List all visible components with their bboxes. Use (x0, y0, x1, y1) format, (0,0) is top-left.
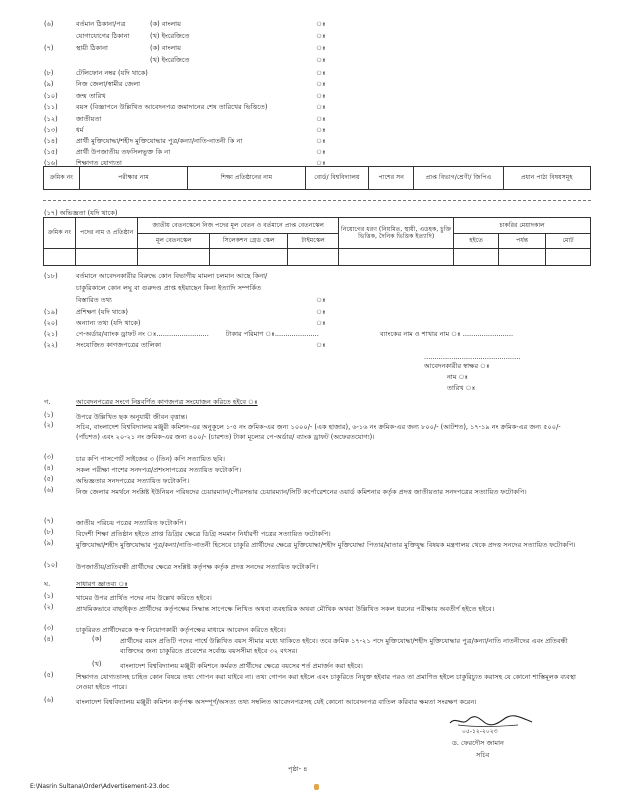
item-colon: ঃ (316, 56, 326, 64)
item-label: প্রার্থী উপজাতীয় তফসিলভুক্ত কি না (76, 148, 171, 156)
applicant-date-label: তারিখ ঃ (447, 384, 476, 392)
section-gh-item-text: শিক্ষাগত যোগ্যতাসহ চাহিত কোন বিষয়ে তথ্য গোপন করা যাইবে না। তথ্য গোপন করা হইলে এবং চাকুরিতে নিযুক্ত হইবার পরও তা প্রমাণিত হইলে চাকুরিচ্যুত করাসহ যে কোনো শাস্তিমূলক ব্যবস্থা নেওয়া হইতে পারে। (76, 673, 576, 692)
signatory-title: সচিব (476, 751, 490, 759)
item-colon: ঃ (316, 92, 326, 100)
section-gh-sub-mark: (ক) (92, 635, 102, 643)
file-path: E:\Nasrin Sultana\Order\Advertisement-23.doc (30, 783, 170, 790)
item-number: (১২) (44, 115, 58, 123)
edu-header-exam: পরীক্ষার নাম (79, 167, 187, 190)
item-label: শিক্ষাগত যোগ্যতা (76, 159, 122, 167)
exp-header-pay: জাতীয় বেতনস্কেলে নিজ পদের মূল বেতন ও বর্তমানে প্রাপ্ত বেতনস্কেল (138, 218, 339, 234)
section-g-item-number: (৯) (44, 539, 54, 547)
section-g-item-number: (৪) (44, 464, 54, 472)
section-gh-heading: সাধারণ জ্ঞাতব্য ঃ (76, 580, 128, 588)
edu-header-institution: শিক্ষা প্রতিষ্ঠানের নাম (187, 167, 305, 190)
item-label: বয়স (বিজ্ঞাপনে উল্লিখিত আবেদনপত্র জমাদানের শেষ তারিখের ভিত্তিতে) (76, 103, 268, 111)
section-gh-item-number: (৪) (44, 635, 54, 643)
dashed-divider (43, 200, 591, 201)
section-g-item-number: (৭) (44, 517, 54, 525)
item-colon: ঃ (316, 159, 326, 167)
item-number: (১৪) (44, 137, 58, 145)
section-g-item-text: জাতীয় পরিচয় পত্রের সত্যায়িত ফটোকপি। (76, 519, 187, 527)
item-number: (৬) (44, 20, 54, 28)
edu-header-board: বোর্ড/ বিশ্ববিদ্যালয় (305, 167, 368, 190)
item-22-colon: ঃ (316, 341, 326, 349)
section-gh-item-number: (২) (44, 603, 54, 611)
item-colon: ঃ (316, 126, 326, 134)
section-gh-item-text: খামের উপর প্রার্থিত পদের নাম উল্লেখ করিতে হইবে। (76, 594, 212, 602)
item-label: ধর্ম (76, 126, 84, 134)
item-colon: ঃ (316, 115, 326, 123)
item-label: জাতীয়তা (76, 115, 102, 123)
section-g-item-text: মুক্তিযোদ্ধা/শহীদ মুক্তিযোদ্ধার পুত্র/কন্যা/নাতি-নাতনী হিসেবে চাকুরি প্রার্থীদের ক্ষেত্রে মুক্তিযোদ্ধা/শহীদ মুক্তিযোদ্ধা পিতার/মাতার মুক্তিযুদ্ধ বিষয়ক মন্ত্রণালয় থেকে প্রদত্ত সনদের সত্যায়িত ফটোকপি। (76, 541, 576, 549)
item-18-number: (১৮) (44, 272, 58, 280)
item-number: (১০) (44, 92, 58, 100)
section-gh-marker: ঘ. (44, 580, 51, 588)
item-number: (১৫) (44, 148, 58, 156)
signatory-name: ড. ফেরদৌস জামান (452, 739, 504, 747)
signature-image (448, 714, 534, 728)
item-20-number: (২০) (44, 319, 58, 327)
section-gh-item-text: প্রাথমিকভাবে বাছাইকৃত প্রার্থীদের কর্তৃপক্ষের সিদ্ধান্ত সাপেক্ষে লিখিত অথবা ব্যবহারিক অথবা মৌখিক অথবা উল্লিখিত সকল ধরনের পরীক্ষায় অবতীর্ণ হইতে হইবে। (76, 605, 495, 613)
signatory-date: ০৫-১২-২০২৩ (462, 728, 498, 735)
item-21-number: (২১) (44, 330, 58, 338)
item-20-colon: ঃ (316, 319, 326, 327)
item-label: টেলিফোন নম্বর (যদি থাকে) (76, 69, 148, 77)
item-colon: ঃ (316, 20, 326, 28)
item-20-label: অন্যান্য তথ্য (যদি থাকে) (76, 319, 141, 327)
item-colon: ঃ (316, 44, 326, 52)
item-option: (ক) বাংলায় (150, 20, 181, 28)
item-19-number: (১৯) (44, 308, 58, 316)
item-number: (৯) (44, 80, 54, 88)
item-label: স্থায়ী ঠিকানা (76, 44, 108, 52)
section-g-item-text: সচিব, বাংলাদেশ বিশ্ববিদ্যালয় মঞ্জুরী কমিশন-এর অনুকূলে ১-৫ নং ক্রমিক-এর জন্য ১০০০/- (এক হাজার), ৬-১৬ নং ক্রমিক-এর জন্য ৮০০/- (আটশত), ১৭-১৯ নং ক্রমিক-এর জন্য ৫০০/- (পাঁচশত) এবং ২০-২১ নং ক্রমিক-এর জন্য ৪০০/- (চারশত) টাকা মূল্যের পে-অর্ডার/ ব্যাংক ড্রাফট (অফেরতযোগ্য)। (76, 423, 561, 442)
item-18-line2: চাকুরিকালে কোন লঘু বা গুরুদণ্ড প্রাপ্ত হইয়াছেন কিনা ইত্যাদি সম্পর্কিত (76, 284, 262, 292)
item-option: (ক) বাংলায় (150, 44, 181, 52)
exp-header-timescale: টাইমস্কেল (287, 233, 338, 249)
edu-header-serial: ক্রমিক নং (44, 167, 80, 190)
section-g-heading: আবেদনপত্রের সংগে নিম্নবর্ণিত কাগজপত্র সংযোজন করিতে হইবে ঃ (76, 398, 258, 406)
item-colon: ঃ (316, 148, 326, 156)
section-g-item-number: (৬) (44, 486, 54, 494)
section-g-item-text: উপজাতীয়/প্রতিবন্ধী প্রার্থীদের ক্ষেত্রে সংশ্লিষ্ট কর্তৃপক্ষ কর্তৃক প্রদত্ত সনদের সত্যায়িত ফটোকপি। (76, 563, 319, 571)
section-g-item-number: (৩) (44, 453, 54, 461)
item-18-line3: বিস্তারিত তথ্য (76, 296, 112, 304)
section-gh-sub-text: বাংলাদেশ বিশ্ববিদ্যালয় মঞ্জুরী কমিশনে কর্মরত প্রার্থীদের ক্ষেত্রে বয়সের শর্ত প্রমার্জন করা হইবে। (120, 662, 363, 670)
section-g-item-text: অভিজ্ঞতার সনদপত্রের সত্যায়িত ফটোকপি। (76, 477, 190, 485)
item-22-number: (২২) (44, 341, 58, 349)
item-colon: ঃ (316, 80, 326, 88)
section-gh-item-number: (৬) (44, 696, 54, 704)
education-table (43, 166, 591, 190)
applicant-name-label: নাম ঃ (447, 373, 469, 381)
item-number: (৭) (44, 44, 54, 52)
section-gh-item-number: (৫) (44, 671, 54, 679)
section-g-item-number: (৫) (44, 475, 54, 483)
section-g-item-number: (১) (44, 411, 54, 419)
item-colon: ঃ (316, 69, 326, 77)
item-21-draft-no: পে-অর্ডার/ব্যাংক ড্রাফট নং ঃ......................... (76, 330, 209, 338)
section-g-item-text: বিদেশী শিক্ষা প্রতিষ্ঠান হইতে প্রাপ্ত ডিগ্রির ক্ষেত্রে ডিগ্রি সমমান নির্ধারণী পত্রের সত্যায়িত ফটোকপি। (76, 530, 331, 538)
section-g-marker: গ. (44, 398, 51, 406)
footer-mark-icon (314, 784, 319, 790)
item-option: (খ) ইংরেজিতে (150, 56, 190, 64)
item-22-label: সংযোজিত কাগজপত্রের তালিকা (76, 341, 162, 349)
exp-header-total: মোট (546, 233, 591, 249)
section-g-item-text: নিজ জেলার সমর্থনে সংশ্লিষ্ট ইউনিয়ন পরিষদের চেয়ারম্যান/পৌরসভার চেয়ারম্যান/সিটি কর্পোরেশনের ওয়ার্ড কমিশনার কর্তৃক প্রদত্ত জাতীয়তার সনদপত্রের সত্যায়িত ফটোকপি। (76, 488, 527, 496)
section-g-item-number: (৮) (44, 528, 54, 536)
exp-header-duration: চাকরির মেয়াদকাল (454, 218, 591, 234)
exp-header-type: নিয়োগের ধরণ (নিয়মিত, স্থায়ী, এডহক, চুক্তি ভিত্তিক, দৈনিক ভিত্তিক ইত্যাদি) (339, 218, 454, 249)
edu-header-result: প্রাপ্ত বিভাগ/শ্রেণী/ জিপিএ (414, 167, 503, 190)
applicant-signature-label: আবেদনকারীর স্বাক্ষর ঃ (424, 362, 490, 370)
exp-header-selection: সিলেকশন গ্রেড স্কেল (210, 233, 288, 249)
item-19-colon: ঃ (316, 308, 326, 316)
section-g-item-text: সকল পরীক্ষা পাশের সনদপত্র/প্রশংসাপত্রের সত্যায়িত ফটোকপি। (76, 466, 242, 474)
item-option: (খ) ইংরেজিতে (150, 32, 190, 40)
section-gh-item-number: (১) (44, 592, 54, 600)
item-21-amount: টাকার পরিমাণ ঃ..................... (226, 330, 319, 338)
exp-header-from: হইতে (454, 233, 499, 249)
item-label: বর্তমান ঠিকানা/পত্র (76, 20, 126, 28)
item-colon: ঃ (316, 103, 326, 111)
section-gh-sub-mark: (খ) (92, 660, 102, 668)
edu-header-subjects: প্রধান পাঠ্য বিষয়সমূহ (503, 167, 590, 190)
section-gh-item-number: (৩) (44, 624, 54, 632)
item-label: প্রার্থী মুক্তিযোদ্ধা/শহীদ মুক্তিযোদ্ধার পুত্র/কন্যা/নাতি-নাতনী কি না (76, 137, 243, 145)
section-gh-sub-text: প্রার্থীদের বয়স প্রতিটি পদের পার্শ্বে উল্লিখিত বয়স সীমার মধ্যে থাকিতে হইবে। তবে ক্রমিক ১৭-২১ পদে মুক্তিযোদ্ধা/শহীদ মুক্তিযোদ্ধার পুত্র/কন্যা/নাতি নাতনীদের এবং প্রতিবন্ধী ব্যক্তিদের জন্য চাকুরিতে প্রবেশের সর্বোচ্চ বয়সসীমা হইবে ৩২ বৎসর। (120, 637, 568, 656)
exp-header-basic: মূল বেতনস্কেল (138, 233, 210, 249)
experience-table (43, 217, 591, 266)
item-number: (১৬) (44, 159, 58, 167)
item-label: যোগাযোগের ঠিকানা (76, 32, 130, 40)
edu-header-year: পাশের সন (369, 167, 414, 190)
section-g-item-number: (১০) (44, 561, 58, 569)
page-number: পৃষ্ঠা- ৪ (288, 765, 308, 773)
exp-header-serial: ক্রমিক নং (44, 218, 76, 249)
section-g-item-text: উপরে উল্লিখিত ছক অনুযায়ী জীবন বৃত্তান্ত। (76, 413, 188, 421)
item-label: নিজ জেলা/স্বামীর জেলা (76, 80, 141, 88)
item-21-bank: ব্যাংকের নাম ও শাখার নাম ঃ ........................ (380, 330, 514, 338)
section-g-item-text: চার কপি পাসপোর্ট সাইজের ৩ (তিন) কপি সত্যায়িত ছবি। (76, 455, 226, 463)
item-number: (৮) (44, 69, 54, 77)
item-number: (১৩) (44, 126, 58, 134)
item-colon: ঃ (316, 137, 326, 145)
section-g-item-number: (২) (44, 421, 54, 429)
experience-title: (১৭) অভিজ্ঞতা (যদি থাকে) (44, 209, 118, 217)
item-number: (১১) (44, 103, 58, 111)
section-gh-item-text: বাংলাদেশ বিশ্ববিদ্যালয় মঞ্জুরী কমিশন কর্তৃপক্ষ অসম্পূর্ণ/অসত্য তথ্য সম্বলিত আবেদনপত্রসহ যেই কোনো আবেদনপত্র বাতিল করিবার ক্ষমতা সংরক্ষণ করেন। (76, 698, 477, 706)
item-18-colon: ঃ (316, 296, 326, 304)
item-18-line1: বর্তমানে আবেদনকারীর বিরুদ্ধে কোন বিভাগীয় মামলা চলমান আছে কিনা/ (76, 272, 268, 280)
item-label: জন্ম তারিখ (76, 92, 106, 100)
section-gh-item-text: চাকুরিরত প্রার্থীদেরকে স্ব-স্ব নিয়োগকারী কর্তৃপক্ষের মাধ্যমে আবেদন করিতে হইবে। (76, 626, 286, 634)
signature-line: .............................................. (424, 353, 521, 361)
item-19-label: প্রশিক্ষণ (যদি থাকে) (76, 308, 128, 316)
exp-header-post: পদের নাম ও প্রতিষ্ঠান (76, 218, 138, 249)
exp-header-to: পর্যন্ত (499, 233, 546, 249)
item-colon: ঃ (316, 32, 326, 40)
